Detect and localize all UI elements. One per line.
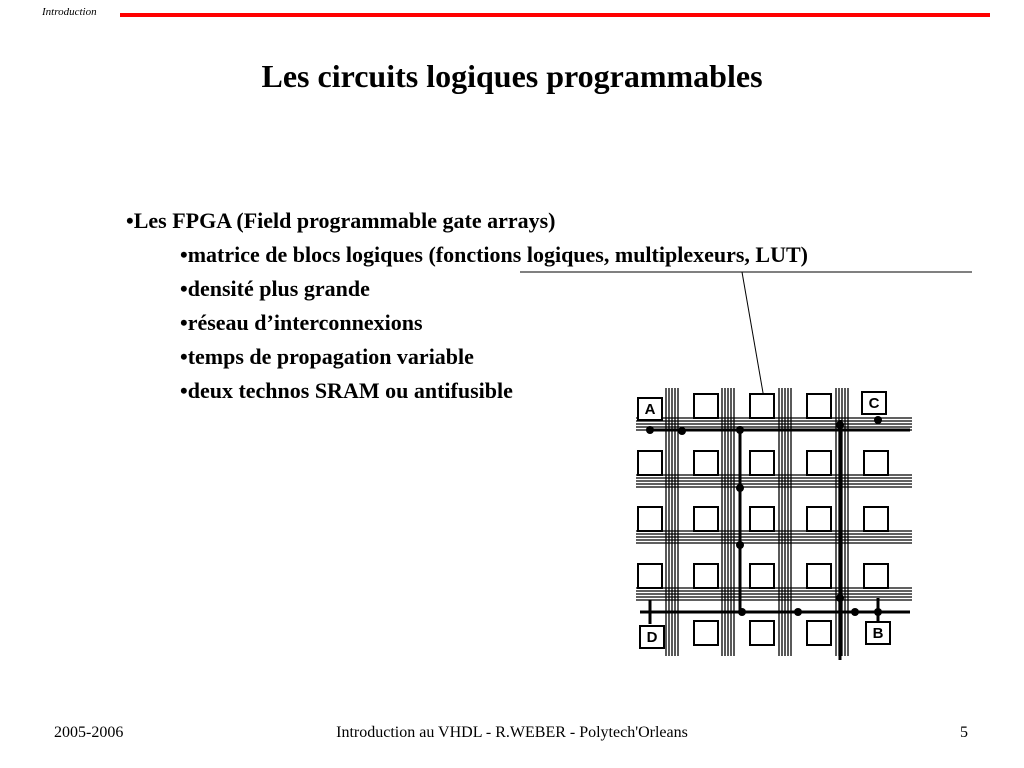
header-section-label: Introduction [42,6,97,18]
io-label-d: D [646,629,658,646]
logic-block [638,507,662,531]
footer-date: 2005-2006 [54,724,124,741]
io-label-b: B [872,625,884,642]
bullet-matrice: •matrice de blocs logiques (fonctions logiques, multiplexeurs, LUT) [180,242,808,267]
bullet-temps: •temps de propagation variable [180,344,474,369]
logic-block [807,621,831,645]
logic-block [638,564,662,588]
footer-title: Introduction au VHDL - R.WEBER - Polytech'Orleans [336,724,688,741]
bullet-densite: •densité plus grande [180,276,370,301]
logic-block [694,507,718,531]
logic-block [750,507,774,531]
io-label-c: C [868,395,880,412]
logic-block [864,451,888,475]
footer-page-number: 5 [960,724,968,741]
logic-block [694,564,718,588]
logic-block [694,451,718,475]
logic-block [694,394,718,418]
bullet-fpga: •Les FPGA (Field programmable gate arrays) [126,208,556,233]
bullet-reseau: •réseau d’interconnexions [180,310,423,335]
logic-block [750,451,774,475]
logic-block [864,564,888,588]
slide-title: Les circuits logiques programmables [261,58,763,94]
logic-block [638,451,662,475]
logic-block [750,394,774,418]
logic-block [807,507,831,531]
logic-block [807,394,831,418]
logic-block [864,507,888,531]
logic-block [807,564,831,588]
logic-block [750,621,774,645]
io-label-a: A [644,401,656,418]
logic-block [694,621,718,645]
logic-block [750,564,774,588]
logic-block [807,451,831,475]
callout-leader [520,272,972,410]
bullet-technos: •deux technos SRAM ou antifusible [180,378,513,403]
